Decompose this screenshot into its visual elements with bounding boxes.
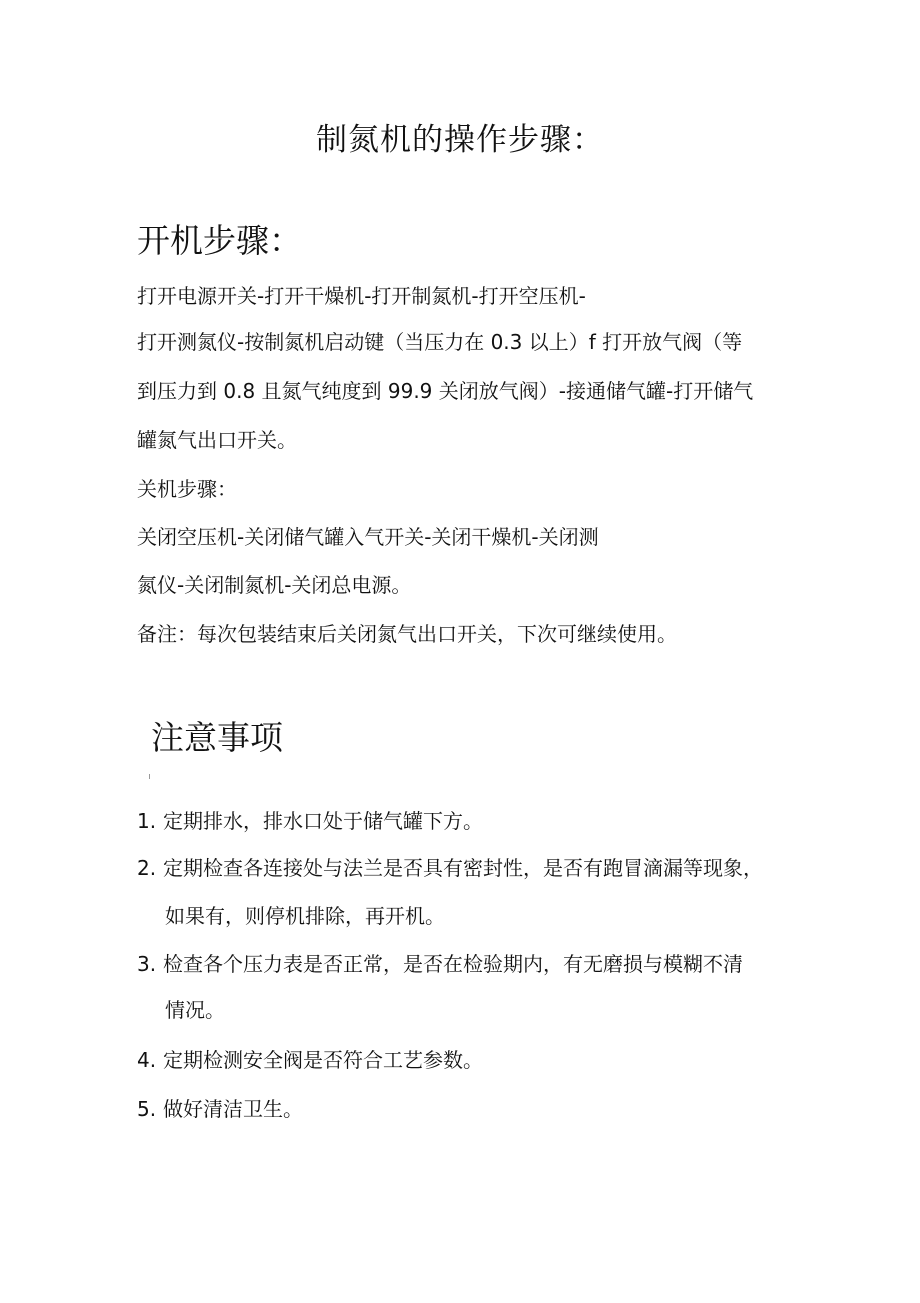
notes-item [137, 1045, 483, 1075]
notes-item [137, 949, 743, 979]
notes-item [137, 853, 763, 883]
notes-item-number: 4. [137, 1048, 157, 1072]
notes-item-continuation: 如果有，则停机排除，再开机。 [165, 904, 445, 928]
startup-line-3: 到压力到 0.8 且氮气纯度到 99.9 关闭放气阀）-接通储气罐-打开储气 [137, 379, 754, 403]
notes-item-continuation: 情况。 [165, 998, 225, 1022]
shutdown-heading: 关机步骤： [137, 477, 237, 501]
startup-line-4: 罐氮气出口开关。 [137, 428, 297, 452]
notes-heading: 注意事项 [151, 718, 283, 757]
startup-line-1: 打开电源开关-打开干燥机-打开制氮机-打开空压机- [137, 284, 586, 308]
notes-item [137, 1094, 303, 1124]
startup-heading: 开机步骤： [137, 221, 302, 260]
shutdown-line-1: 关闭空压机-关闭储气罐入气开关-关闭干燥机-关闭测 [137, 525, 599, 549]
remark-text: 备注：每次包装结束后关闭氮气出口开关，下次可继续使用。 [137, 622, 677, 646]
notes-item-number: 1. [137, 809, 157, 833]
notes-item-text: 定期排水，排水口处于储气罐下方。 [163, 809, 483, 833]
notes-item-text: 定期检测安全阀是否符合工艺参数。 [163, 1048, 483, 1072]
notes-item-number: 5. [137, 1097, 157, 1121]
notes-item-number: 3. [137, 952, 157, 976]
notes-item-text: 定期检查各连接处与法兰是否具有密封性，是否有跑冒滴漏等现象， [163, 856, 763, 880]
startup-line-2: 打开测氮仪-按制氮机启动键（当压力在 0.3 以上）f 打开放气阀（等 [137, 330, 743, 354]
notes-item [137, 806, 483, 836]
notes-item-number: 2. [137, 856, 157, 880]
document-title: 制氮机的操作步骤： [316, 122, 604, 158]
notes-item-text: 检查各个压力表是否正常，是否在检验期内，有无磨损与模糊不清 [163, 952, 743, 976]
shutdown-line-2: 氮仪-关闭制氮机-关闭总电源。 [137, 573, 412, 597]
notes-item-text: 做好清洁卫生。 [163, 1097, 303, 1121]
page-mark [149, 774, 150, 779]
